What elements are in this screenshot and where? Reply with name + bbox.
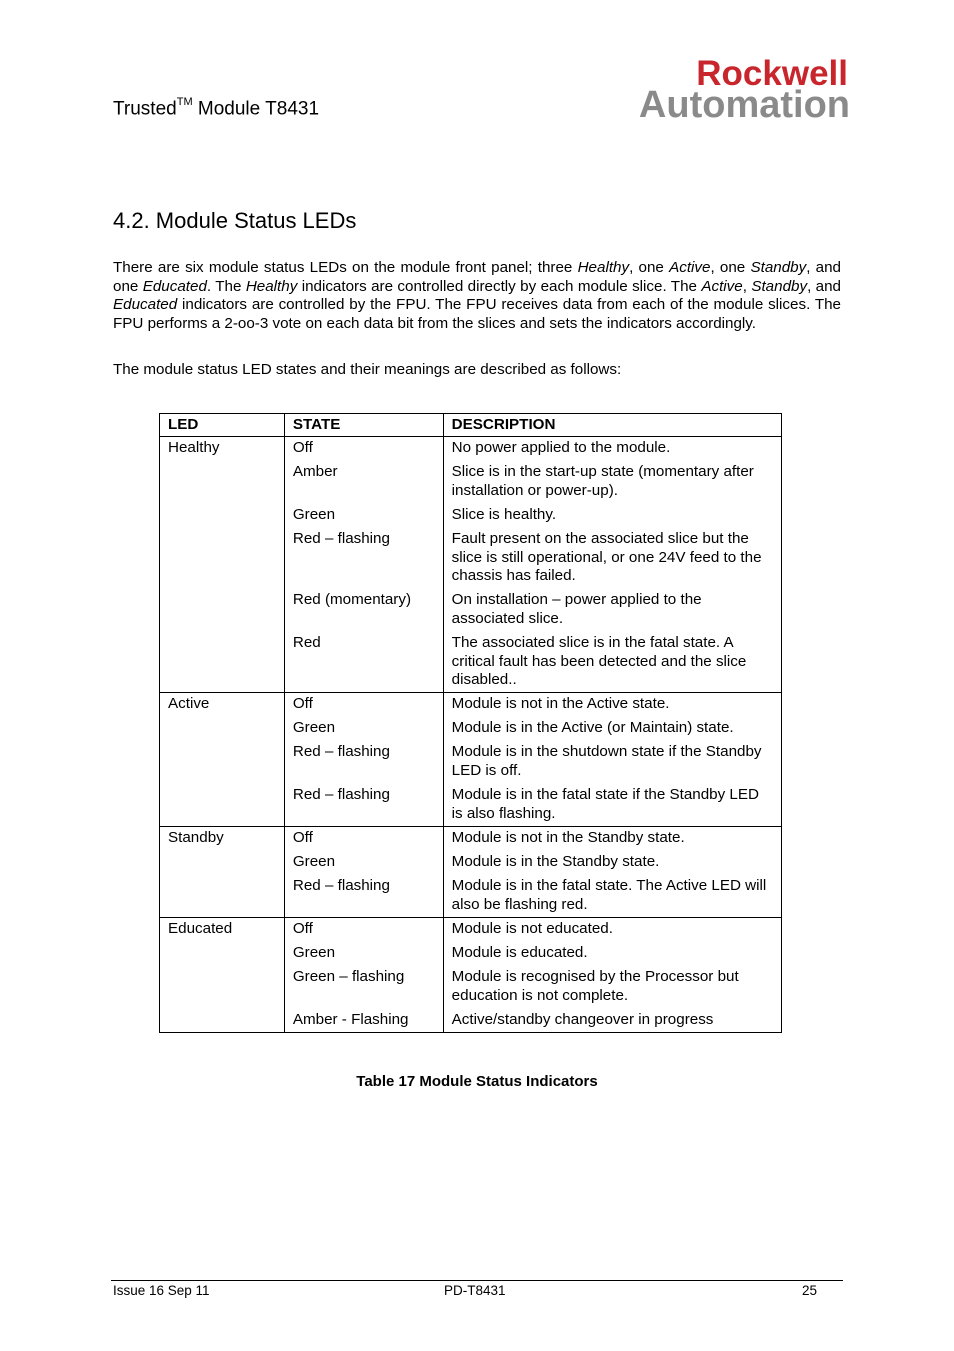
- header-title-main: Trusted: [113, 98, 177, 120]
- led-name-cell: Educated: [160, 918, 285, 1033]
- description-value: On installation – power applied to the associated slice.: [451, 591, 702, 627]
- column-header-description: DESCRIPTION: [443, 414, 781, 437]
- description-value: Fault present on the associated slice but the slice is still operational, or one 24V feed to the chassis has failed.: [451, 530, 762, 585]
- state-value: Off: [292, 829, 313, 847]
- emphasized-term: Active: [701, 277, 743, 295]
- table-intro-paragraph: The module status LED states and their meanings are described as follows:: [113, 361, 622, 378]
- paragraph-text: , and one: [113, 259, 842, 295]
- intro-paragraph: [113, 259, 841, 333]
- paragraph-text: ,: [742, 277, 752, 295]
- description-value: Module is in the Standby state.: [451, 853, 660, 871]
- paragraph-text: There are six module status LEDs on the module front panel; three: [113, 259, 578, 276]
- description-value: Module is not in the Active state.: [451, 695, 670, 713]
- emphasized-term: Standby: [750, 259, 807, 276]
- description-value: Active/standby changeover in progress: [451, 1011, 714, 1029]
- state-value: Red – flashing: [292, 743, 390, 761]
- description-value: Module is not educated.: [451, 920, 613, 938]
- description-value: The associated slice is in the fatal state. A critical fault has been detected and the slice disabled..: [451, 634, 747, 689]
- state-cell: [284, 437, 443, 693]
- paragraph-text: , one: [710, 259, 751, 276]
- state-value: Red – flashing: [292, 530, 390, 548]
- state-cell: [284, 918, 443, 1033]
- description-cell: [443, 918, 781, 1033]
- state-value: Red (momentary): [292, 591, 412, 609]
- table-caption: Table 17 Module Status Indicators: [356, 1073, 598, 1090]
- led-name-cell: Standby: [160, 827, 285, 918]
- description-value: Module is educated.: [451, 944, 588, 962]
- led-name-cell: Healthy: [160, 437, 285, 693]
- logo-line-1: Rockwell: [696, 54, 848, 93]
- state-value: Off: [292, 695, 313, 713]
- state-value: Red: [292, 634, 321, 652]
- table-row: [160, 437, 782, 693]
- description-value: Module is in the Active (or Maintain) state.: [451, 719, 734, 737]
- footer-divider: [111, 1280, 843, 1281]
- footer-document-id: PD-T8431: [444, 1283, 506, 1298]
- table-header-row: [160, 414, 782, 437]
- module-status-table: [159, 413, 782, 1033]
- paragraph-text: . The: [206, 277, 246, 295]
- description-cell: [443, 693, 781, 827]
- paragraph-text: , one: [629, 259, 670, 276]
- emphasized-term: Healthy: [245, 277, 298, 295]
- paragraph-text: indicators are controlled directly by each module slice. The: [297, 277, 702, 295]
- emphasized-term: Standby: [751, 277, 808, 295]
- state-value: Amber: [292, 463, 338, 481]
- state-value: Red – flashing: [292, 786, 390, 804]
- description-value: No power applied to the module.: [451, 439, 671, 457]
- emphasized-term: Educated: [113, 296, 178, 314]
- description-value: Module is in the fatal state. The Active LED will also be flashing red.: [451, 877, 767, 913]
- document-header-title: [113, 98, 319, 120]
- state-value: Red – flashing: [292, 877, 390, 895]
- led-name-cell: Active: [160, 693, 285, 827]
- description-value: Slice is in the start-up state (momentary after installation or power-up).: [451, 463, 754, 499]
- rockwell-automation-logo: [592, 54, 850, 126]
- state-value: Green: [292, 944, 336, 962]
- footer-issue: Issue 16 Sep 11: [113, 1283, 210, 1298]
- description-value: Module is in the shutdown state if the Standby LED is off.: [451, 743, 762, 779]
- table-row: [160, 918, 782, 1033]
- state-value: Off: [292, 439, 313, 457]
- description-value: Module is recognised by the Processor but education is not complete.: [451, 968, 739, 1004]
- state-value: Green: [292, 719, 336, 737]
- description-value: Module is not in the Standby state.: [451, 829, 685, 847]
- header-title-rest: Module T8431: [192, 98, 320, 120]
- table-row: [160, 693, 782, 827]
- column-header-state: STATE: [284, 414, 443, 437]
- state-cell: [284, 693, 443, 827]
- description-value: Module is in the fatal state if the Standby LED is also flashing.: [451, 786, 759, 822]
- column-header-led: LED: [160, 414, 285, 437]
- paragraph-text: indicators are controlled by the FPU. The FPU receives data from each of the module slices. The FPU performs a 2-oo-3 vote on each data bit from the slices and sets the indicators accordingly.: [113, 296, 841, 332]
- state-value: Green – flashing: [292, 968, 405, 986]
- section-title: 4.2. Module Status LEDs: [113, 208, 357, 233]
- footer-page-number: 25: [802, 1283, 818, 1298]
- description-value: Slice is healthy.: [451, 506, 557, 524]
- state-value: Green: [292, 853, 336, 871]
- emphasized-term: Active: [669, 259, 711, 276]
- trademark-superscript: TM: [176, 96, 193, 108]
- table-row: [160, 827, 782, 918]
- emphasized-term: Healthy: [577, 259, 630, 276]
- description-cell: [443, 827, 781, 918]
- state-value: Green: [292, 506, 336, 524]
- paragraph-text: , and: [807, 277, 842, 295]
- emphasized-term: Educated: [142, 277, 207, 295]
- state-value: Off: [292, 920, 313, 938]
- state-value: Amber - Flashing: [292, 1011, 409, 1029]
- description-cell: [443, 437, 781, 693]
- logo-line-2: Automation: [638, 84, 850, 126]
- state-cell: [284, 827, 443, 918]
